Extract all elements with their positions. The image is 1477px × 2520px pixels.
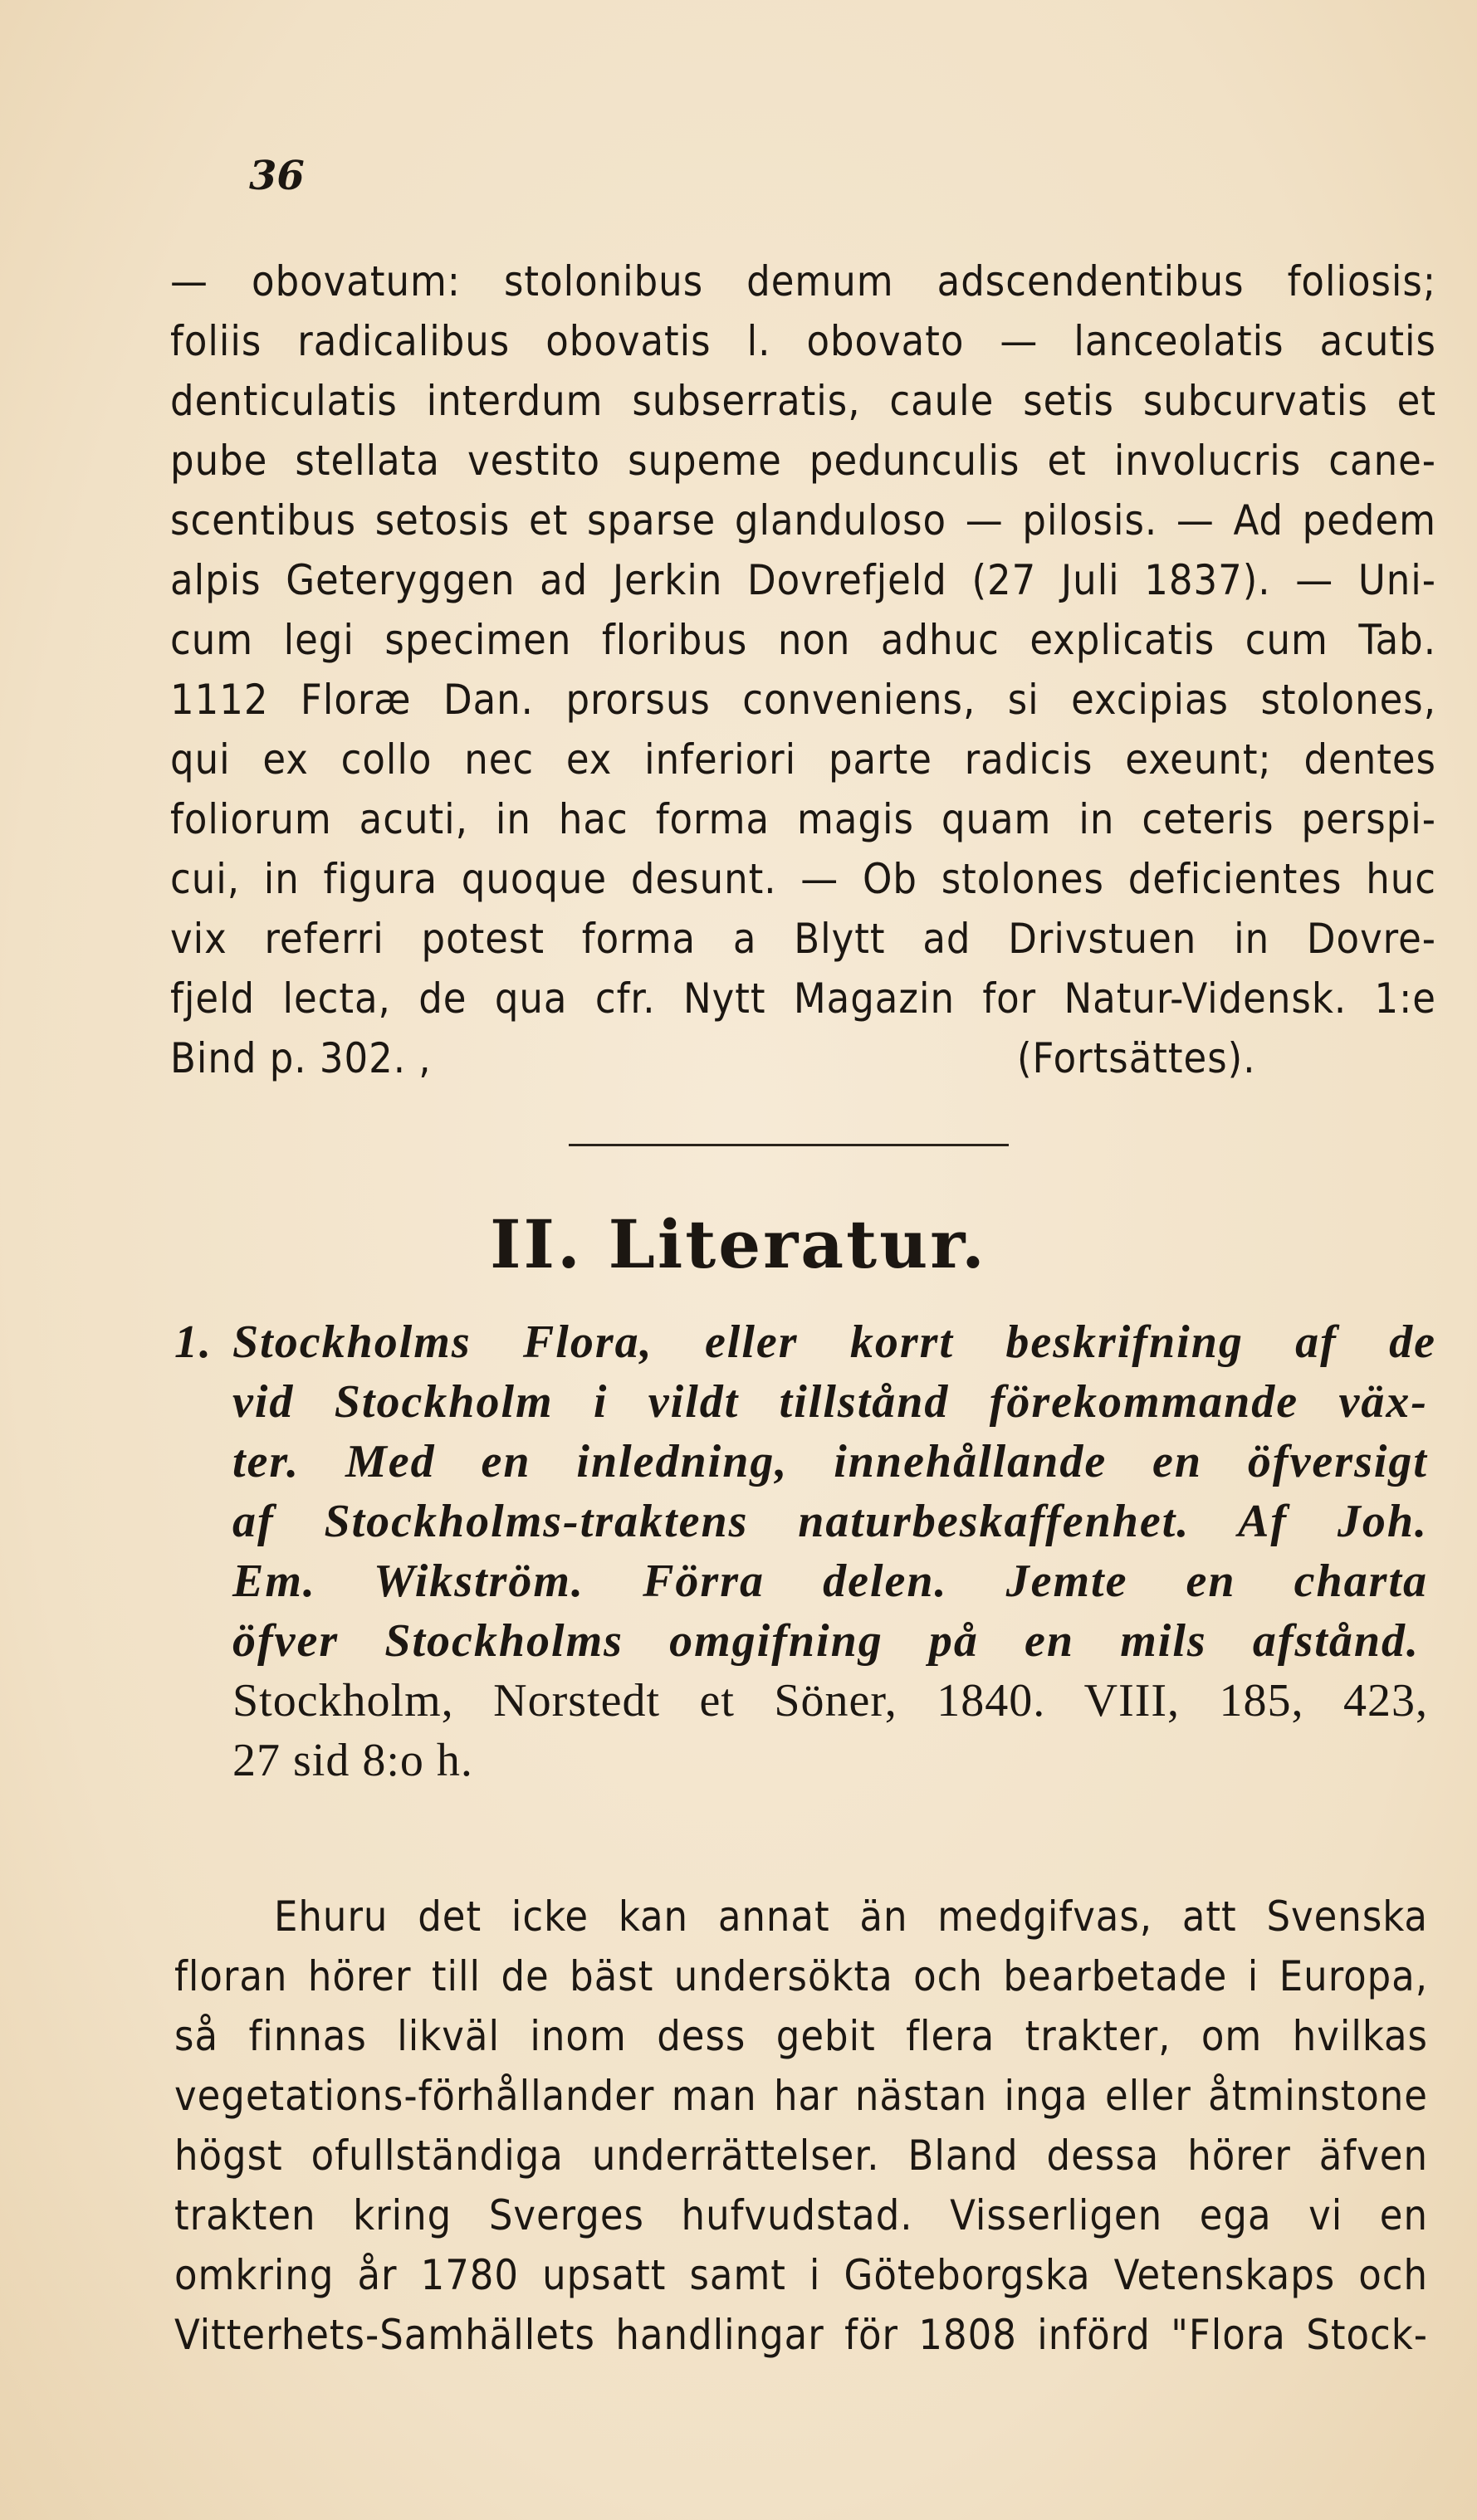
text-line: vix referri potest forma a Blytt ad Drivstuen in Dovre- — [170, 915, 1436, 963]
text-line: alpis Geteryggen ad Jerkin Dovrefjeld (27 Juli 1837). — Uni- — [170, 556, 1436, 604]
text-line: foliorum acuti, in hac forma magis quam in ceteris perspi- — [170, 795, 1436, 843]
reference-title-line: vid Stockholm i vildt tillstånd förekommande väx- — [232, 1376, 1428, 1428]
continued-note: (Fortsättes). — [1017, 1034, 1256, 1082]
section-heading: II. Literatur. — [490, 1205, 987, 1283]
reference-title-line: öfver Stockholms omgifning på en mils afstånd. — [232, 1615, 1420, 1667]
text-line: så finnas likväl inom dess gebit flera trakter, om hvilkas — [174, 2012, 1428, 2060]
reference-title-line: Stockholms Flora, eller korrt beskrifning af de — [232, 1316, 1436, 1368]
text-line: Ehuru det icke kan annat än medgifvas, att Svenska — [274, 1892, 1428, 1941]
reference-title-line: af Stockholms-traktens naturbeskaffenhet. Af Joh. — [232, 1496, 1428, 1547]
text-line: cui, in figura quoque desunt. — Ob stolones deficientes huc — [170, 855, 1436, 903]
text-line: cum legi specimen floribus non adhuc explicatis cum Tab. — [170, 616, 1436, 664]
text-line-last: Bind p. 302. , — [170, 1034, 432, 1082]
text-line: 1112 Floræ Dan. prorsus conveniens, si excipias stolones, — [170, 676, 1436, 724]
text-line: floran hörer till de bäst undersökta och bearbetade i Europa, — [174, 1952, 1428, 2000]
text-line: Vitterhets-Samhällets handlingar för 1808 införd "Flora Stock- — [174, 2311, 1428, 2359]
reference-number: 1. — [174, 1316, 213, 1368]
text-line: trakten kring Sverges hufvudstad. Visserligen ega vi en — [174, 2191, 1428, 2239]
text-line: vegetations-förhållander man har nästan inga eller åtminstone — [174, 2072, 1428, 2120]
text-line: denticulatis interdum subserratis, caule setis subcurvatis et — [170, 377, 1436, 425]
text-line: fjeld lecta, de qua cfr. Nytt Magazin for Natur-Vidensk. 1:e — [170, 974, 1436, 1023]
page-number: 36 — [249, 153, 305, 199]
text-line: foliis radicalibus obovatis l. obovato — lanceolatis acutis — [170, 317, 1436, 365]
reference-title-line: ter. Med en inledning, innehållande en öfversigt — [232, 1436, 1428, 1487]
section-divider — [569, 1144, 1009, 1146]
text-line: qui ex collo nec ex inferiori parte radicis exeunt; dentes — [170, 735, 1436, 784]
reference-title-line: Em. Wikström. Förra delen. Jemte en charta — [232, 1555, 1428, 1607]
text-line: scentibus setosis et sparse glanduloso — pilosis. — Ad pedem — [170, 496, 1436, 545]
text-line: pube stellata vestito supeme pedunculis et involucris cane- — [170, 437, 1436, 485]
reference-imprint-line: Stockholm, Norstedt et Söner, 1840. VIII, 185, 423, — [232, 1675, 1428, 1726]
reference-imprint-line: 27 sid 8:o h. — [232, 1735, 473, 1786]
text-line: omkring år 1780 upsatt samt i Göteborgska Vetenskaps och — [174, 2251, 1428, 2299]
text-line: högst ofullständiga underrättelser. Bland dessa hörer äfven — [174, 2132, 1428, 2180]
text-line: — obovatum: stolonibus demum adscendentibus foliosis; — [170, 257, 1436, 305]
